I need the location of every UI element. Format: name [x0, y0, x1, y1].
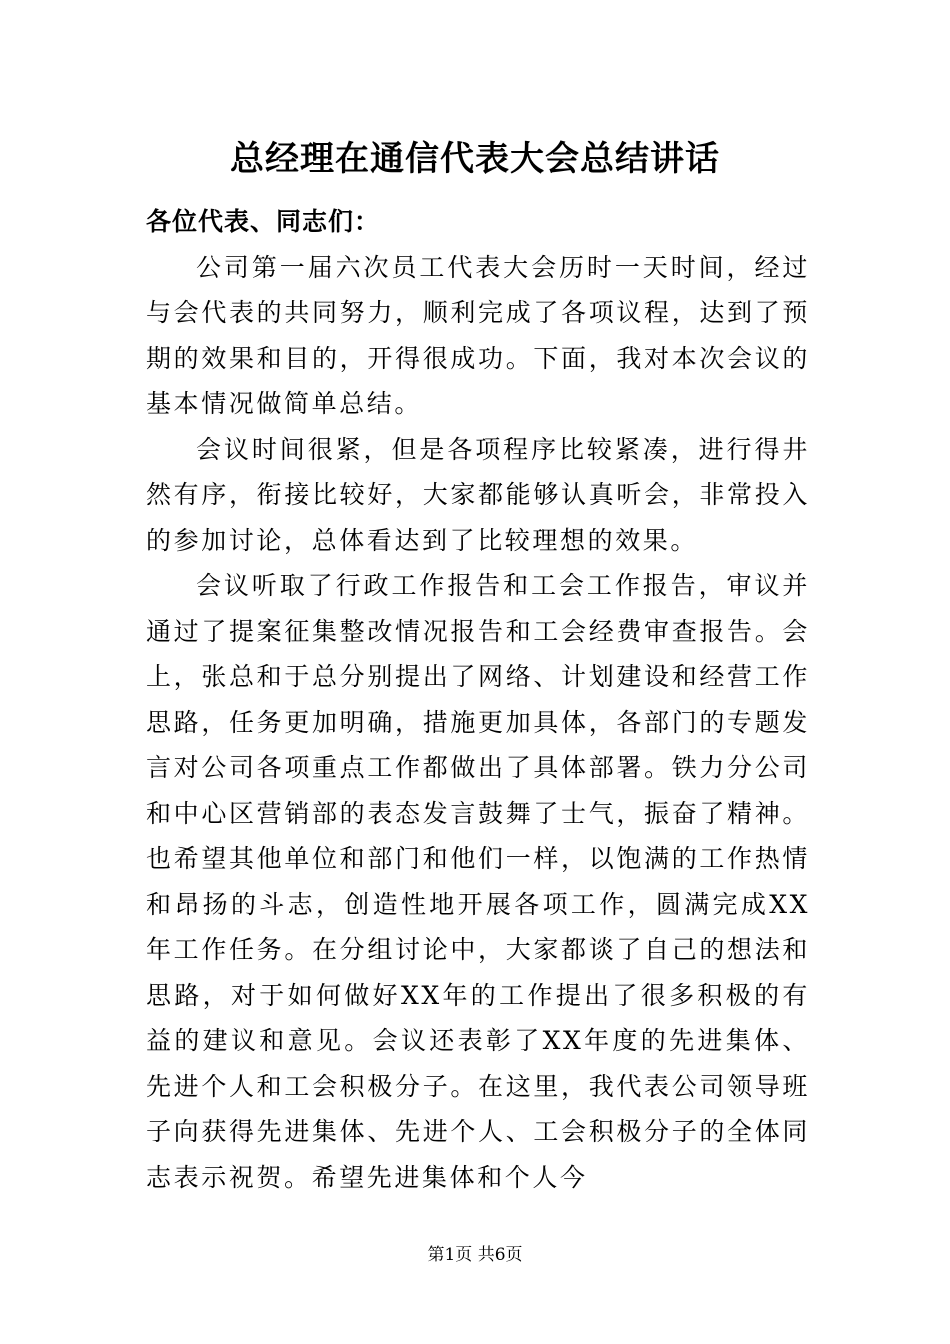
salutation: 各位代表、同志们： [146, 207, 381, 236]
document-body [146, 199, 810, 1200]
paragraph-2: 会议时间很紧，但是各项程序比较紧凑，进行得井然有序，衔接比较好，大家都能够认真听会，非常投入的参加讨论，总体看达到了比较理想的效果。 [146, 434, 810, 555]
page-number-footer: 第1页 共6页 [427, 1245, 523, 1265]
document-title: 总经理在通信代表大会总结讲话 [230, 139, 720, 179]
paragraph-3: 会议听取了行政工作报告和工会工作报告，审议并通过了提案征集整改情况报告和工会经费审查报告。会上，张总和于总分别提出了网络、计划建设和经营工作思路，任务更加明确，措施更加具体，各部门的专题发言对公司各项重点工作都做出了具体部署。铁力分公司和中心区营销部的表态发言鼓舞了士气，振奋了精神。也希望其他单位和部门和他们一样，以饱满的工作热情和昂扬的斗志，创造性地开展各项工作，圆满完成XX年工作任务。在分组讨论中，大家都谈了自己的想法和思路，对于如何做好XX年的工作提出了很多积极的有益的建议和意见。会议还表彰了XX年度的先进集体、先进个人和工会积极分子。在这里，我代表公司领导班子向获得先进集体、先进个人、工会积极分子的全体同志表示祝贺。希望先进集体和个人今 [146, 571, 810, 1192]
paragraph-1: 公司第一届六次员工代表大会历时一天时间，经过与会代表的共同努力，顺利完成了各项议程，达到了预期的效果和目的，开得很成功。下面，我对本次会议的基本情况做简单总结。 [146, 252, 810, 418]
